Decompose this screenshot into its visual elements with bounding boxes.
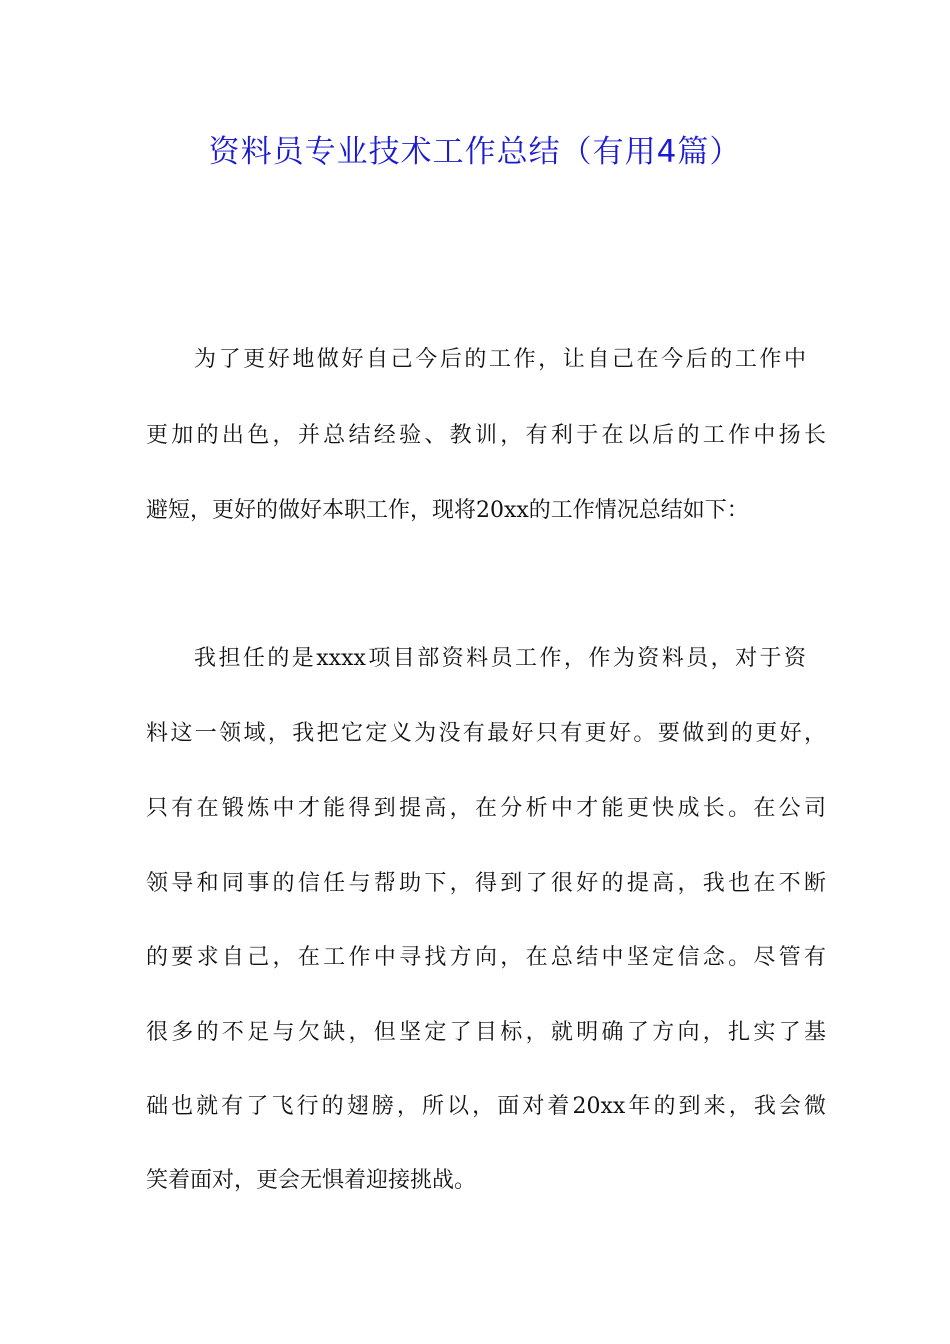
- paragraph-line: 为了更好地做好自己今后的工作，让自己在今后的工作中: [194, 347, 806, 372]
- paragraph-line: 我担任的是xxxx项目部资料员工作，作为资料员，对于资: [194, 646, 806, 671]
- paragraph-line: 笑着面对，更会无惧着迎接挑战。: [146, 1168, 477, 1193]
- paragraph-line: 领导和同事的信任与帮助下，得到了很好的提高，我也在不断: [146, 871, 826, 896]
- paragraph-line: 很多的不足与欠缺，但坚定了目标，就明确了方向，扎实了基: [146, 1020, 826, 1045]
- paragraph-line: 更加的出色，并总结经验、教训，有利于在以后的工作中扬长: [146, 423, 826, 448]
- paragraph-line: 只有在锻炼中才能得到提高，在分析中才能更快成长。在公司: [146, 796, 826, 821]
- paragraph-line: 避短，更好的做好本职工作，现将20xx的工作情况总结如下：: [146, 498, 749, 523]
- document-title: 资料员专业技术工作总结（有用4篇）: [208, 134, 742, 170]
- paragraph-line: 料这一领域，我把它定义为没有最好只有更好。要做到的更好，: [146, 721, 826, 746]
- paragraph-line: 础也就有了飞行的翅膀，所以，面对着20xx年的到来，我会微: [146, 1094, 826, 1119]
- paragraph-line: 的要求自己，在工作中寻找方向，在总结中坚定信念。尽管有: [146, 945, 826, 970]
